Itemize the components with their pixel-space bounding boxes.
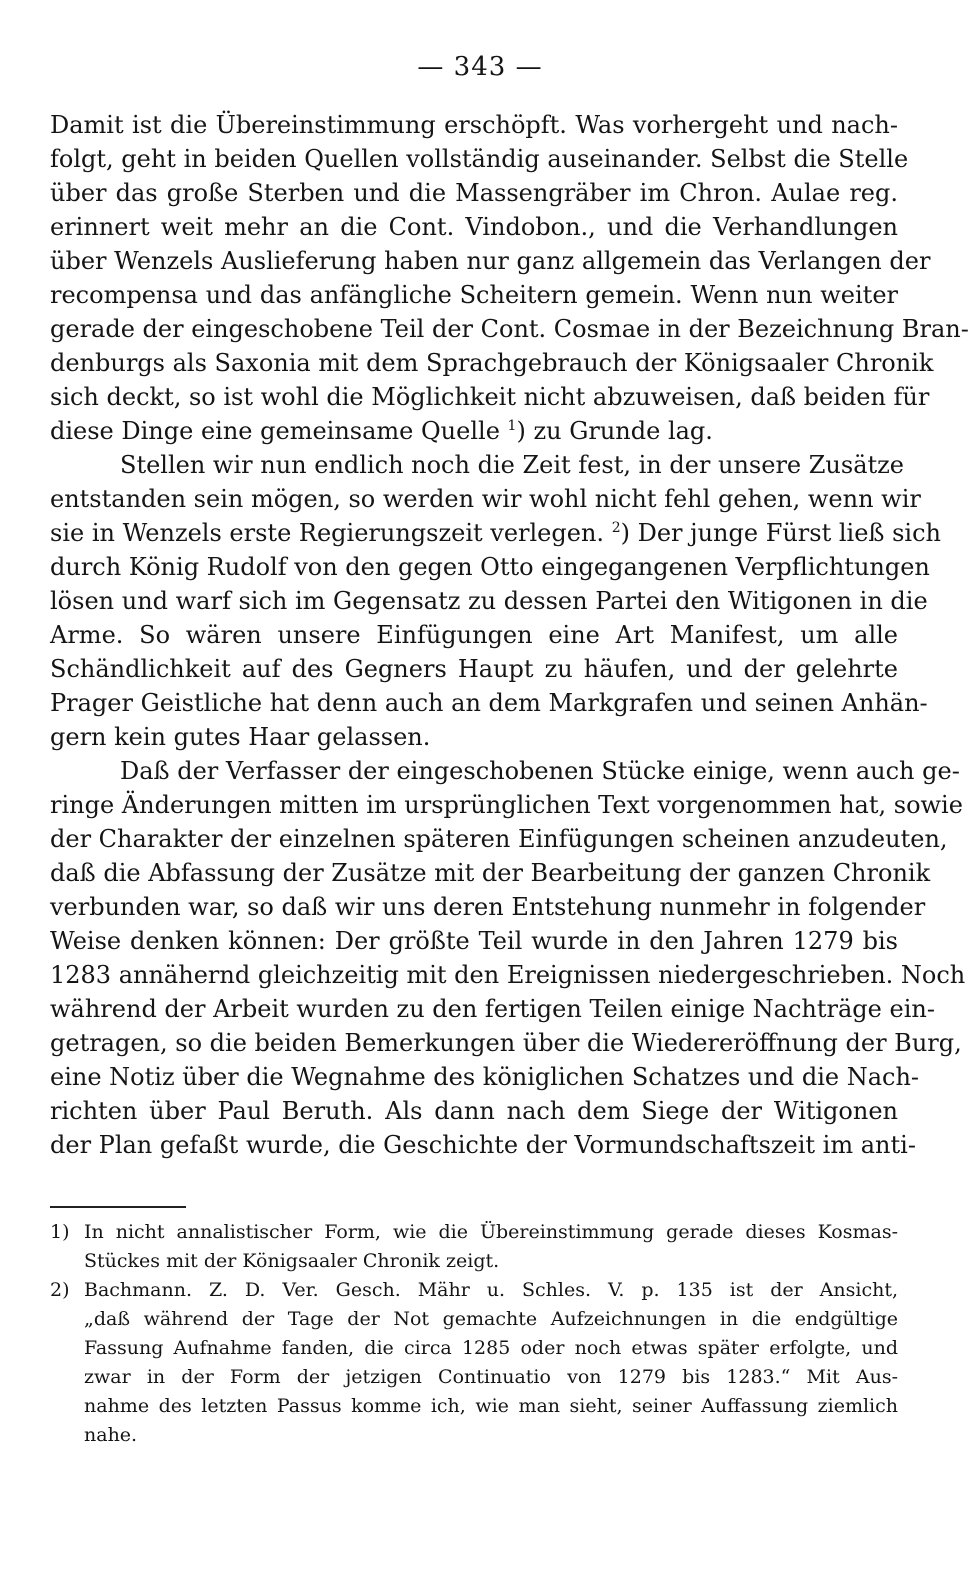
paragraph-1: [50, 108, 969, 448]
text-line: der Plan gefaßt wurde, die Geschichte der Vormundschaftszeit im anti-: [50, 1131, 916, 1159]
paragraph-2: [50, 448, 941, 754]
footnote-divider: [50, 1206, 186, 1208]
text-line: [50, 414, 898, 448]
text-line: lösen und warf sich im Gegensatz zu dessen Partei den Witigonen in die: [50, 587, 928, 615]
text-line: daß die Abfassung der Zusätze mit der Bearbeitung der ganzen Chronik: [50, 859, 931, 887]
text-line: Prager Geistliche hat denn auch an dem Markgrafen und seinen Anhän-: [50, 689, 928, 717]
text-segment: ) zu Grunde lag.: [516, 417, 713, 445]
text-line: Weise denken können: Der größte Teil wurde in den Jahren 1279 bis: [50, 927, 898, 955]
footnote-line: nahme des letzten Passus komme ich, wie man sieht, seiner Auffassung ziemlich: [84, 1395, 898, 1417]
text-line: sich deckt, so ist wohl die Möglichkeit nicht abzuweisen, daß beiden für: [50, 383, 930, 411]
footnote-1: [50, 1218, 898, 1276]
text-line: Daß der Verfasser der eingeschobenen Stücke einige, wenn auch ge-: [120, 757, 960, 785]
text-line: Arme. So wären unsere Einfügungen eine Art Manifest, um alle: [50, 621, 898, 649]
text-line: verbunden war, so daß wir uns deren Entstehung nunmehr in folgender: [50, 893, 926, 921]
footnote-line: zwar in der Form der jetzigen Continuatio von 1279 bis 1283.“ Mit Aus-: [84, 1366, 898, 1388]
footnote-2: [50, 1276, 898, 1450]
body-text: [50, 108, 969, 1162]
text-line: getragen, so die beiden Bemerkungen über die Wiedereröffnung der Burg,: [50, 1029, 962, 1057]
text-line: gern kein gutes Haar gelassen.: [50, 723, 431, 751]
text-line: erinnert weit mehr an die Cont. Vindobon., und die Verhandlungen: [50, 213, 898, 241]
text-line: richten über Paul Beruth. Als dann nach dem Siege der Witigonen: [50, 1097, 898, 1125]
footnote-ref-2[interactable]: 2: [611, 520, 621, 536]
text-line: Damit ist die Übereinstimmung erschöpft. Was vorhergeht und nach-: [50, 111, 898, 139]
text-segment: sie in Wenzels erste Regierungszeit verlegen.: [50, 519, 605, 547]
text-line: über das große Sterben und die Massengräber im Chron. Aulae reg.: [50, 179, 898, 207]
text-line: durch König Rudolf von den gegen Otto eingegangenen Verpflichtungen: [50, 553, 930, 581]
page-number: — 343 —: [417, 52, 543, 82]
footnotes: [50, 1218, 898, 1450]
text-segment: ) Der junge Fürst ließ sich: [620, 519, 941, 547]
text-line: folgt, geht in beiden Quellen vollständig auseinander. Selbst die Stelle: [50, 145, 909, 173]
footnote-line: [50, 1218, 898, 1247]
text-line: [50, 516, 941, 550]
text-segment: diese Dinge eine gemeinsame Quelle: [50, 417, 500, 445]
text-segment: In nicht annalistischer Form, wie die Übereinstimmung gerade dieses Kosmas-: [84, 1221, 898, 1243]
footnote-ref-1[interactable]: 1: [507, 418, 517, 434]
footnote-marker: 2): [50, 1279, 70, 1301]
text-line: ringe Änderungen mitten im ursprünglichen Text vorgenommen hat, sowie: [50, 791, 963, 819]
paragraph-3: [50, 754, 966, 1162]
text-line: Schändlichkeit auf des Gegners Haupt zu häufen, und der gelehrte: [50, 655, 898, 683]
text-line: eine Notiz über die Wegnahme des königlichen Schatzes und die Nach-: [50, 1063, 920, 1091]
text-line: der Charakter der einzelnen späteren Einfügungen scheinen anzudeuten,: [50, 825, 948, 853]
footnote-line: Fassung Aufnahme fanden, die circa 1285 oder noch etwas später erfolgte, und: [84, 1337, 898, 1359]
footnote-line: [50, 1276, 898, 1305]
text-line: recompensa und das anfängliche Scheitern gemein. Wenn nun weiter: [50, 281, 898, 309]
footnote-marker: 1): [50, 1221, 70, 1243]
text-line: denburgs als Saxonia mit dem Sprachgebrauch der Königsaaler Chronik: [50, 349, 934, 377]
footnote-line: Stückes mit der Königsaaler Chronik zeigt.: [84, 1250, 500, 1272]
text-line: während der Arbeit wurden zu den fertigen Teilen einige Nachträge ein-: [50, 995, 935, 1023]
footnote-line: nahe.: [84, 1424, 138, 1446]
text-line: Stellen wir nun endlich noch die Zeit fest, in der unsere Zusätze: [120, 451, 905, 479]
footnote-line: „daß während der Tage der Not gemachte Aufzeichnungen in die endgültige: [84, 1308, 898, 1330]
text-line: gerade der eingeschobene Teil der Cont. Cosmae in der Bezeichnung Bran-: [50, 315, 969, 343]
text-line: entstanden sein mögen, so werden wir wohl nicht fehl gehen, wenn wir: [50, 485, 921, 513]
text-segment: Bachmann. Z. D. Ver. Gesch. Mähr u. Schles. V. p. 135 ist der Ansicht,: [84, 1279, 898, 1301]
text-line: 1283 annähernd gleichzeitig mit den Ereignissen niedergeschrieben. Noch: [50, 961, 966, 989]
text-line: über Wenzels Auslieferung haben nur ganz allgemein das Verlangen der: [50, 247, 931, 275]
